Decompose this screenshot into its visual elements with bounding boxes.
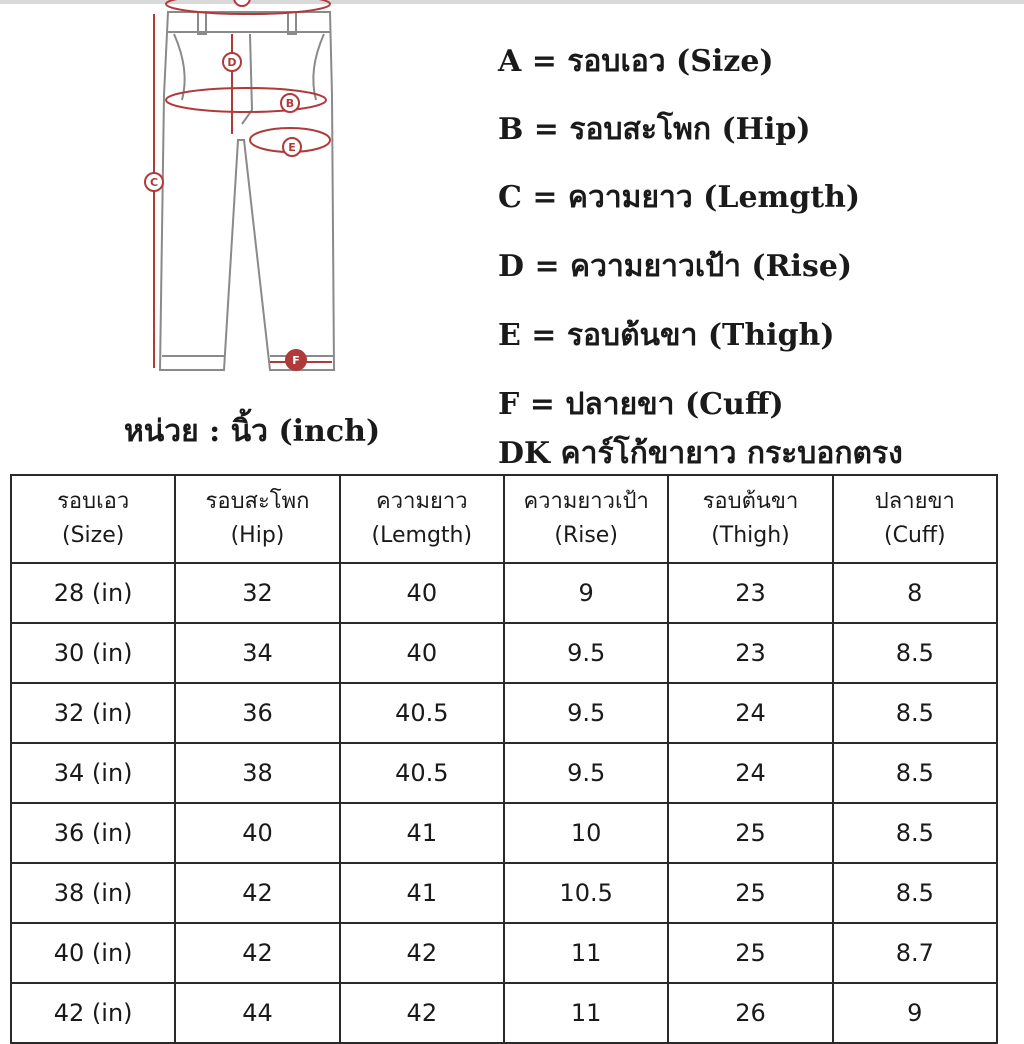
table-row <box>11 623 997 683</box>
table-cell: 8 <box>833 563 997 623</box>
table-cell: 8.5 <box>833 683 997 743</box>
table-cell: 25 <box>668 803 832 863</box>
table-header-row <box>11 475 997 563</box>
table-row <box>11 563 997 623</box>
table-cell: 32 (in) <box>11 683 175 743</box>
table-cell: 8.5 <box>833 623 997 683</box>
table-cell: 36 <box>175 683 339 743</box>
table-cell: 8.5 <box>833 743 997 803</box>
table-cell: 42 <box>175 863 339 923</box>
table-cell: 11 <box>504 923 668 983</box>
marker-letter: E <box>288 141 296 154</box>
table-cell: 42 <box>175 923 339 983</box>
table-cell: 11 <box>504 983 668 1043</box>
table-cell: 40.5 <box>340 743 504 803</box>
table-cell: 23 <box>668 563 832 623</box>
unit-label: หน่วย : นิ้ว (inch) <box>124 414 381 449</box>
header-thigh: รอบต้นขา (Thigh) <box>668 475 832 563</box>
table-cell: 9.5 <box>504 743 668 803</box>
table-cell: 38 <box>175 743 339 803</box>
table-cell: 41 <box>340 863 504 923</box>
product-name: DK คาร์โก้ขายาว กระบอกตรง <box>498 436 903 471</box>
table-cell: 32 <box>175 563 339 623</box>
header-cuff: ปลายขา (Cuff) <box>833 475 997 563</box>
table-cell: 24 <box>668 683 832 743</box>
table-cell: 9.5 <box>504 683 668 743</box>
table-cell: 9 <box>833 983 997 1043</box>
table-cell: 30 (in) <box>11 623 175 683</box>
table-cell: 10 <box>504 803 668 863</box>
table-row <box>11 743 997 803</box>
table-cell: 40.5 <box>340 683 504 743</box>
table-cell: 42 <box>340 983 504 1043</box>
table-cell: 34 <box>175 623 339 683</box>
table-cell: 25 <box>668 863 832 923</box>
legend-b: B = รอบสะโพก (Hip) <box>498 112 811 147</box>
table-cell: 40 <box>175 803 339 863</box>
table-cell: 38 (in) <box>11 863 175 923</box>
legend-c: C = ความยาว (Lemgth) <box>498 180 861 215</box>
table-cell: 24 <box>668 743 832 803</box>
header-hip: รอบสะโพก (Hip) <box>175 475 339 563</box>
marker-letter: D <box>227 56 237 69</box>
table-cell: 28 (in) <box>11 563 175 623</box>
pants-diagram <box>120 0 360 380</box>
table-row <box>11 983 997 1043</box>
marker-letter: F <box>292 354 300 367</box>
table-row <box>11 683 997 743</box>
table-cell: 36 (in) <box>11 803 175 863</box>
header-size: รอบเอว (Size) <box>11 475 175 563</box>
table-cell: 40 <box>340 623 504 683</box>
pants-outline <box>160 12 334 370</box>
size-chart-table <box>10 474 998 1044</box>
legend-d: D = ความยาวเป้า (Rise) <box>498 249 853 284</box>
table-row <box>11 863 997 923</box>
marker-letter: C <box>149 176 159 189</box>
table-cell: 25 <box>668 923 832 983</box>
table-cell: 41 <box>340 803 504 863</box>
table-row <box>11 923 997 983</box>
table-cell: 42 (in) <box>11 983 175 1043</box>
table-cell: 8.5 <box>833 803 997 863</box>
table-cell: 9 <box>504 563 668 623</box>
table-cell: 8.7 <box>833 923 997 983</box>
table-row <box>11 803 997 863</box>
table-cell: 40 <box>340 563 504 623</box>
table-cell: 23 <box>668 623 832 683</box>
table-cell: 40 (in) <box>11 923 175 983</box>
table-cell: 44 <box>175 983 339 1043</box>
table-cell: 26 <box>668 983 832 1043</box>
header-rise: ความยาวเป้า (Rise) <box>504 475 668 563</box>
legend-f: F = ปลายขา (Cuff) <box>498 387 784 422</box>
legend-e: E = รอบต้นขา (Thigh) <box>498 318 835 353</box>
legend-a: A = รอบเอว (Size) <box>498 44 774 79</box>
marker-letter: B <box>285 97 295 110</box>
table-cell: 34 (in) <box>11 743 175 803</box>
table-cell: 42 <box>340 923 504 983</box>
table-cell: 8.5 <box>833 863 997 923</box>
marker-a <box>234 0 250 6</box>
table-cell: 9.5 <box>504 623 668 683</box>
table-cell: 10.5 <box>504 863 668 923</box>
header-length: ความยาว (Lemgth) <box>340 475 504 563</box>
